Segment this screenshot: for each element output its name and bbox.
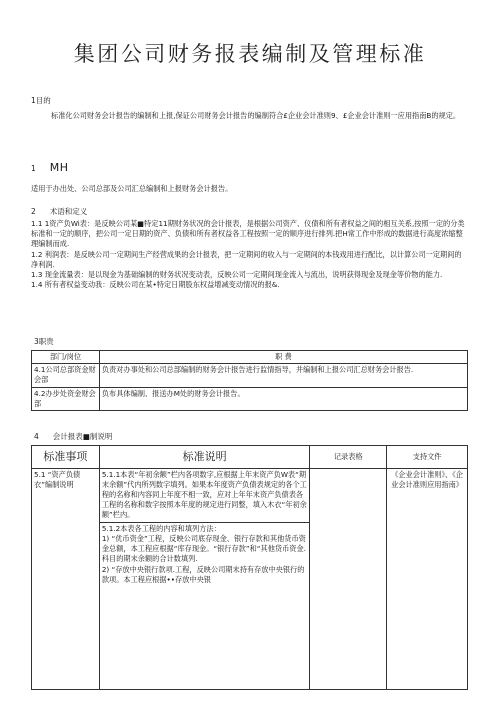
section-scope-number: 1: [31, 164, 36, 173]
report-col-support: 支持文件: [387, 446, 468, 469]
report-desc-block-2: [100, 522, 309, 586]
section-purpose-heading: 1目的: [31, 96, 51, 105]
report-table: [31, 445, 468, 690]
report-table-header: [32, 446, 468, 469]
report-record-cell: [310, 468, 387, 689]
term-item-equity: 1.4 所有者权益变动我：反映公司在某•特定日期股东权益增减变动情况的报&.: [31, 280, 280, 290]
report-col-desc: 标准说明: [99, 446, 309, 469]
report-item-cell: 5.1 “资产负债衣”编制说明: [32, 468, 100, 689]
duties-duty-cell: 负责对办事处和公司总部编制的财务会计报告进行监情指导，并编制和上报公司汇总财务会计报告.: [99, 364, 467, 387]
term-item-balance-sheet: 1.1 1资产负Wi表：是反映公司某■特定11期财务状况的会计报表，是根据公司资产、仪债和所有者权益之间的相互关系,按照一定的分类标准和一定的顺序，把公司一定日期的资产、负债和所有者权益各工程按照一定的顺序进行排列.把H常工作中形成的数据进行高度浓缩整理编制而成.: [31, 219, 465, 249]
report-desc-line: 2) “存放中央银行款项.工程，反映公司期末持有存放中央银行的款项。本工程应根据••存放中央银: [101, 564, 305, 584]
page-title: 集团公司财务报表编制及管理标准: [73, 42, 427, 66]
section-report-heading: [34, 432, 470, 443]
term-item-cash-flow: 1.3 现金流量表：是以现金为基础编制的财务状况变动表，反映公司一定期间现金流入与流出，说明获得现金及现金等价物的能力.: [31, 270, 443, 280]
duties-table-header: [32, 351, 468, 364]
section-report-number: 4: [34, 432, 39, 441]
report-desc-cell: [99, 468, 309, 689]
terms-list: [31, 219, 467, 291]
report-desc-line: 1) “优币资金”工程，反映公司底存现金、银行存款和其他货币资金总额，本工程应根据“库存现金。“银行存款”和“其他货币资金.科目的期末余额的合计数填列.: [101, 533, 306, 564]
duties-col-duty: 职 费: [99, 351, 467, 364]
table-row: [32, 468, 468, 689]
section-report-title: 会计报表■制说明: [52, 432, 113, 441]
table-row: [32, 387, 468, 410]
duties-dept-cell: 4.2办步处资金财会部: [32, 387, 100, 410]
report-desc-line: 5.1.2本表各工程的内容和填列方法：: [101, 523, 221, 533]
section-scope-title: MH: [49, 161, 69, 174]
section-terms-title: 术语和定义: [49, 207, 88, 216]
section-scope-body: 适用于办出处、公司总部及公司汇总编制和上报财务会计报告。: [31, 184, 233, 193]
duties-duty-cell: 负布具体编制、报送办M处的财务会计报告。: [99, 387, 467, 410]
term-item-income-statement: 1.2 利润表：是反映公司一定期间生产经营成果的会计报表，把一定期间的收入与一定期间的本钱戏用进行配比，以计算公司一定期间的净利润.: [31, 249, 462, 269]
report-desc-block-1: 5.1.1本表“年初余额”栏内各项数字,应根据上年末资产负W表“期末余额”代内所列数字填列。如果本年度资产负债表规定的各个工程的名称和内容同上年度不相一致，应对上年年末资产负债表各工程的名称和数字按照本年度的规定进行同整，填入木衣“年初余额”栏内。: [101, 469, 307, 520]
section-terms-number: 2: [31, 207, 36, 216]
table-row: [32, 364, 468, 387]
section-terms-heading: [31, 207, 467, 218]
duties-col-dept: 部门/岗位: [32, 351, 100, 364]
report-col-item: 标准事项: [32, 446, 100, 469]
duties-table: [31, 350, 468, 411]
section-scope-heading: [31, 160, 467, 176]
report-support-cell: 《企业会计准则》、《企业会计准则应用指南》: [387, 468, 468, 689]
duties-dept-cell: 4.1公司总部资金财会部: [32, 364, 100, 387]
section-duties-heading: 3职贵: [34, 337, 54, 346]
report-col-record: 记录表格: [310, 446, 387, 469]
section-purpose-body: 标准化公司财务会计报告的编制和上报,保证公司财务会计报告的编制符合£企业会计准则9、£企业会计准则一应用指南B的规定。: [51, 111, 461, 120]
